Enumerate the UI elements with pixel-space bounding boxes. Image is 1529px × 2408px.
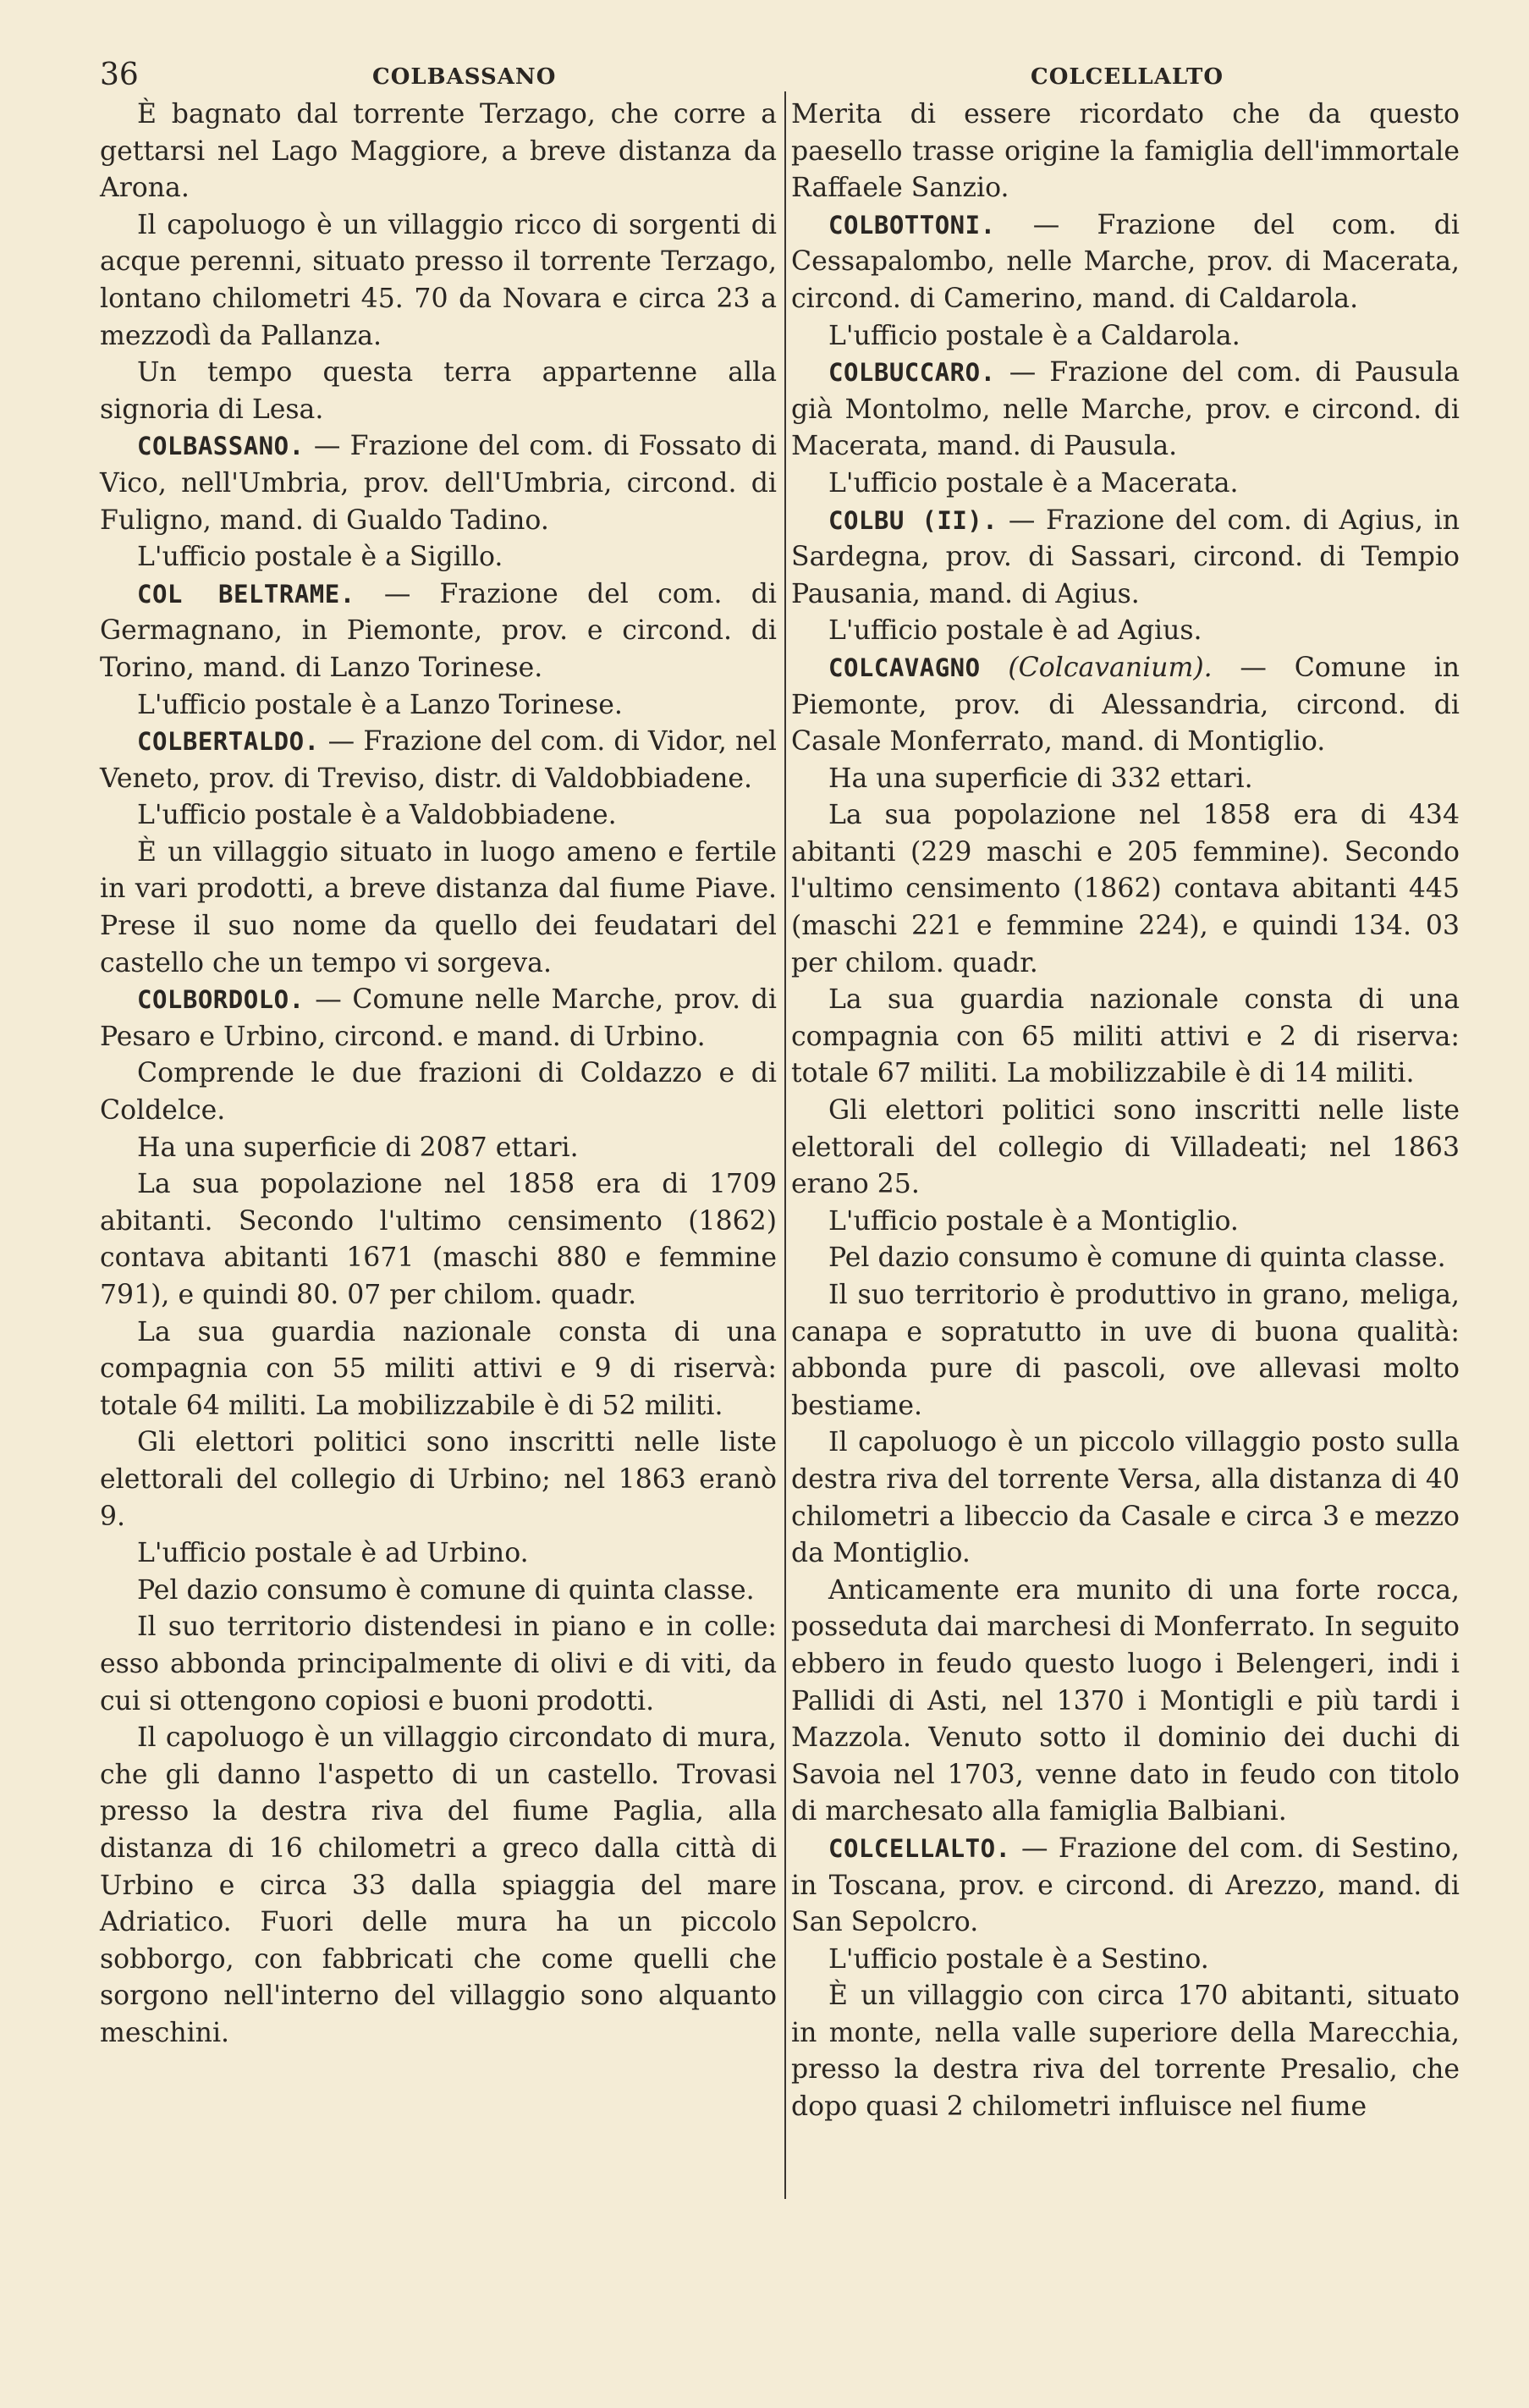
entry-paragraph: [100, 428, 777, 539]
text-paragraph: [100, 1573, 777, 1610]
entry-paragraph: [791, 503, 1460, 614]
text-paragraph: [100, 687, 777, 725]
text-paragraph: [100, 1720, 777, 2052]
paragraph-text: — Frazione del com. di Fossato di Vico, nell'Umbria, prov. dell'Umbria, circond. di Fuligno, mand. di Gualdo Tadino.: [100, 431, 777, 536]
text-paragraph: [791, 318, 1460, 355]
text-paragraph: [100, 797, 777, 835]
right-column: [791, 96, 1460, 2126]
paragraph-text: Il capoluogo è un piccolo villaggio posto sulla destra riva del torrente Versa, alla distanza di 40 chilometri a libeccio da Casale e circa 3 e mezzo da Montiglio.: [791, 1427, 1460, 1569]
text-paragraph: [791, 1240, 1460, 1277]
paragraph-text: Il capoluogo è un villaggio circondato di mura, che gli danno l'aspetto di un castello. Trovasi presso la destra riva del fiume Paglia, alla distanza di 16 chilometri a greco dalla città di Urbino e circa 33 dalla spiaggia del mare Adriatico. Fuori delle mura ha un piccolo sobborgo, con fabbricati che come quelli che sorgono nell'interno del villaggio sono alquanto meschini.: [100, 1722, 777, 2048]
entry-headword: COLBOTTONI.: [828, 210, 996, 240]
text-paragraph: [791, 96, 1460, 207]
column-divider: [784, 91, 786, 2199]
entry-headword: COLBORDOLO.: [137, 985, 305, 1015]
text-paragraph: [100, 1535, 777, 1573]
text-paragraph: [100, 355, 777, 428]
paragraph-text: L'ufficio postale è a Montiglio.: [828, 1205, 1239, 1237]
text-paragraph: [100, 1314, 777, 1425]
paragraph-text: Gli elettori politici sono inscritti nelle liste elettorali del collegio di Villadeati; nel 1863 erano 25.: [791, 1095, 1460, 1200]
text-paragraph: [791, 761, 1460, 798]
paragraph-text: — Frazione del com. di Sestino, in Toscana, prov. e circond. di Arezzo, mand. di San Sepolcro.: [791, 1832, 1460, 1938]
paragraph-text: Ha una superficie di 332 ettari.: [828, 763, 1253, 794]
text-paragraph: [100, 1166, 777, 1314]
running-head-right: COLCELLALTO: [1031, 64, 1224, 90]
paragraph-text: Un tempo questa terra appartenne alla signoria di Lesa.: [100, 357, 777, 425]
paragraph-text: Ha una superficie di 2087 ettari.: [137, 1132, 579, 1163]
paragraph-text: Il suo territorio distendesi in piano e in colle: esso abbonda principalmente di olivi e di viti, da cui si ottengono copiosi e buoni prodotti.: [100, 1612, 777, 1716]
paragraph-text: L'ufficio postale è ad Agius.: [828, 615, 1202, 647]
paragraph-text: Comprende le due frazioni di Coldazzo e di Coldelce.: [100, 1058, 777, 1127]
entry-headword: COLBUCCARO.: [828, 358, 996, 388]
paragraph-text: Gli elettori politici sono inscritti nelle liste elettorali del collegio di Urbino; nel 1863 eranò 9.: [100, 1427, 777, 1532]
text-paragraph: [791, 1573, 1460, 1831]
paragraph-text: È un villaggio situato in luogo ameno e fertile in vari prodotti, a breve distanza dal fiume Piave. Prese il suo nome da quello dei feudatari del castello che un tempo vi sorgeva.: [100, 836, 777, 978]
paragraph-text: La sua guardia nazionale consta di una compagnia con 65 militi attivi e 2 di riserva: totale 67 militi. La mobilizzabile è di 14 militi.: [791, 984, 1460, 1089]
paragraph-text: La sua popolazione nel 1858 era di 434 abitanti (229 maschi e 205 femmine). Secondo l'ultimo censimento (1862) contava abitanti 445 (maschi 221 e femmine 224), e quindi 134. 03 per chilom. quadr.: [791, 800, 1460, 978]
paragraph-text: La sua guardia nazionale consta di una compagnia con 55 militi attivi e 9 di riservà: totale 64 militi. La mobilizzabile è di 52 militi.: [100, 1316, 777, 1421]
text-paragraph: [791, 1277, 1460, 1424]
paragraph-text: — Frazione del com. di Agius, in Sardegna, prov. di Sassari, circond. di Tempio Pausania, mand. di Agius.: [791, 504, 1460, 609]
paragraph-text: L'ufficio postale è a Valdobbiadene.: [137, 800, 617, 831]
paragraph-text: L'ufficio postale è ad Urbino.: [137, 1538, 529, 1569]
entry-paragraph: [100, 724, 777, 797]
text-paragraph: [791, 1978, 1460, 2125]
entry-paragraph: [791, 207, 1460, 318]
left-column: [100, 96, 777, 2052]
paragraph-text: Anticamente era munito di una forte rocca, posseduta dai marchesi di Monferrato. In seguito ebbero in feudo questo luogo i Belengeri, indi i Pallidi di Asti, nel 1370 i Montigli e più tardi i Mazzola. Venuto sotto il dominio dei duchi di Savoia nel 1703, venne dato in feudo con titolo di marchesato alla famiglia Balbiani.: [791, 1574, 1460, 1827]
paragraph-text: — Comune in Piemonte, prov. di Alessandria, circond. di Casale Monferrato, mand. di Montiglio.: [791, 652, 1460, 758]
entry-headword: COLCELLALTO.: [828, 1833, 1011, 1863]
text-paragraph: [100, 207, 777, 355]
paragraph-text: È un villaggio con circa 170 abitanti, situato in monte, nella valle superiore della Marecchia, presso la destra riva del torrente Presalio, che dopo quasi 2 chilometri influisce nel fiume: [791, 1981, 1460, 2123]
text-paragraph: [100, 835, 777, 982]
entry-headword: COLBU (II).: [828, 505, 998, 535]
paragraph-text: L'ufficio postale è a Lanzo Torinese.: [137, 689, 623, 720]
paragraph-text: — Frazione del com. di Pausula già Montolmo, nelle Marche, prov. e circond. di Macerata, mand. di Pausula.: [791, 357, 1460, 462]
text-paragraph: [791, 797, 1460, 982]
text-paragraph: [100, 1130, 777, 1167]
paragraph-text: Il capoluogo è un villaggio ricco di sorgenti di acque perenni, situato presso il torrente Terzago, lontano chilometri 45. 70 da Novara e circa 23 a mezzodì da Pallanza.: [100, 209, 777, 351]
entry-paragraph: [791, 355, 1460, 466]
text-paragraph: [791, 466, 1460, 503]
entry-headword: COLBERTALDO.: [137, 727, 320, 757]
page-header: [0, 52, 1529, 103]
entry-paragraph: [100, 576, 777, 687]
paragraph-text: — Frazione del com. di Vidor, nel Veneto, prov. di Treviso, distr. di Valdobbiadene.: [100, 726, 777, 794]
entry-paragraph: [791, 1831, 1460, 1942]
paragraph-text: L'ufficio postale è a Sestino.: [828, 1943, 1209, 1975]
page-number: 36: [100, 58, 139, 92]
entry-headword: COLCAVAGNO: [828, 653, 981, 682]
paragraph-text: — Comune nelle Marche, prov. di Pesaro e Urbino, circond. e mand. di Urbino.: [100, 984, 777, 1052]
text-paragraph: [791, 1424, 1460, 1572]
text-paragraph: [791, 1093, 1460, 1204]
paragraph-text: Pel dazio consumo è comune di quinta classe.: [137, 1574, 755, 1606]
text-paragraph: [100, 1055, 777, 1129]
text-paragraph: [791, 613, 1460, 650]
entry-headword: COLBASSANO.: [137, 432, 305, 461]
text-paragraph: [791, 1942, 1460, 1979]
text-paragraph: [100, 1424, 777, 1535]
paragraph-text: — Frazione del com. di Cessapalombo, nelle Marche, prov. di Macerata, circond. di Camerino, mand. di Caldarola.: [791, 209, 1460, 314]
paragraph-text: Pel dazio consumo è comune di quinta classe.: [828, 1243, 1446, 1274]
latin-name: (Colcavanium).: [1008, 652, 1213, 683]
entry-headword: COL BELTRAME.: [137, 579, 355, 609]
text-paragraph: [100, 96, 777, 207]
text-paragraph: [100, 539, 777, 576]
text-paragraph: [100, 1609, 777, 1720]
paragraph-text: L'ufficio postale è a Caldarola.: [828, 320, 1240, 351]
paragraph-text: L'ufficio postale è a Macerata.: [828, 467, 1239, 499]
entry-paragraph: [791, 650, 1460, 761]
paragraph-text: Il suo territorio è produttivo in grano, meliga, canapa e sopratutto in uve di buona qualità: abbonda pure di pascoli, ove allevasi molto bestiame.: [791, 1280, 1460, 1421]
entry-paragraph: [100, 982, 777, 1055]
text-paragraph: [791, 982, 1460, 1093]
paragraph-text: È bagnato dal torrente Terzago, che corre a gettarsi nel Lago Maggiore, a breve distanza da Arona.: [100, 99, 777, 204]
text-paragraph: [791, 1204, 1460, 1241]
paragraph-text: La sua popolazione nel 1858 era di 1709 abitanti. Secondo l'ultimo censimento (1862) contava abitanti 1671 (maschi 880 e femmine 791), e quindi 80. 07 per chilom. quadr.: [100, 1169, 777, 1310]
running-head-left: COLBASSANO: [372, 64, 557, 90]
paragraph-text: Merita di essere ricordato che da questo paesello trasse origine la famiglia dell'immortale Raffaele Sanzio.: [791, 99, 1460, 204]
paragraph-text: — Frazione del com. di Germagnano, in Piemonte, prov. e circond. di Torino, mand. di Lanzo Torinese.: [100, 578, 777, 683]
paragraph-text: L'ufficio postale è a Sigillo.: [137, 542, 503, 573]
